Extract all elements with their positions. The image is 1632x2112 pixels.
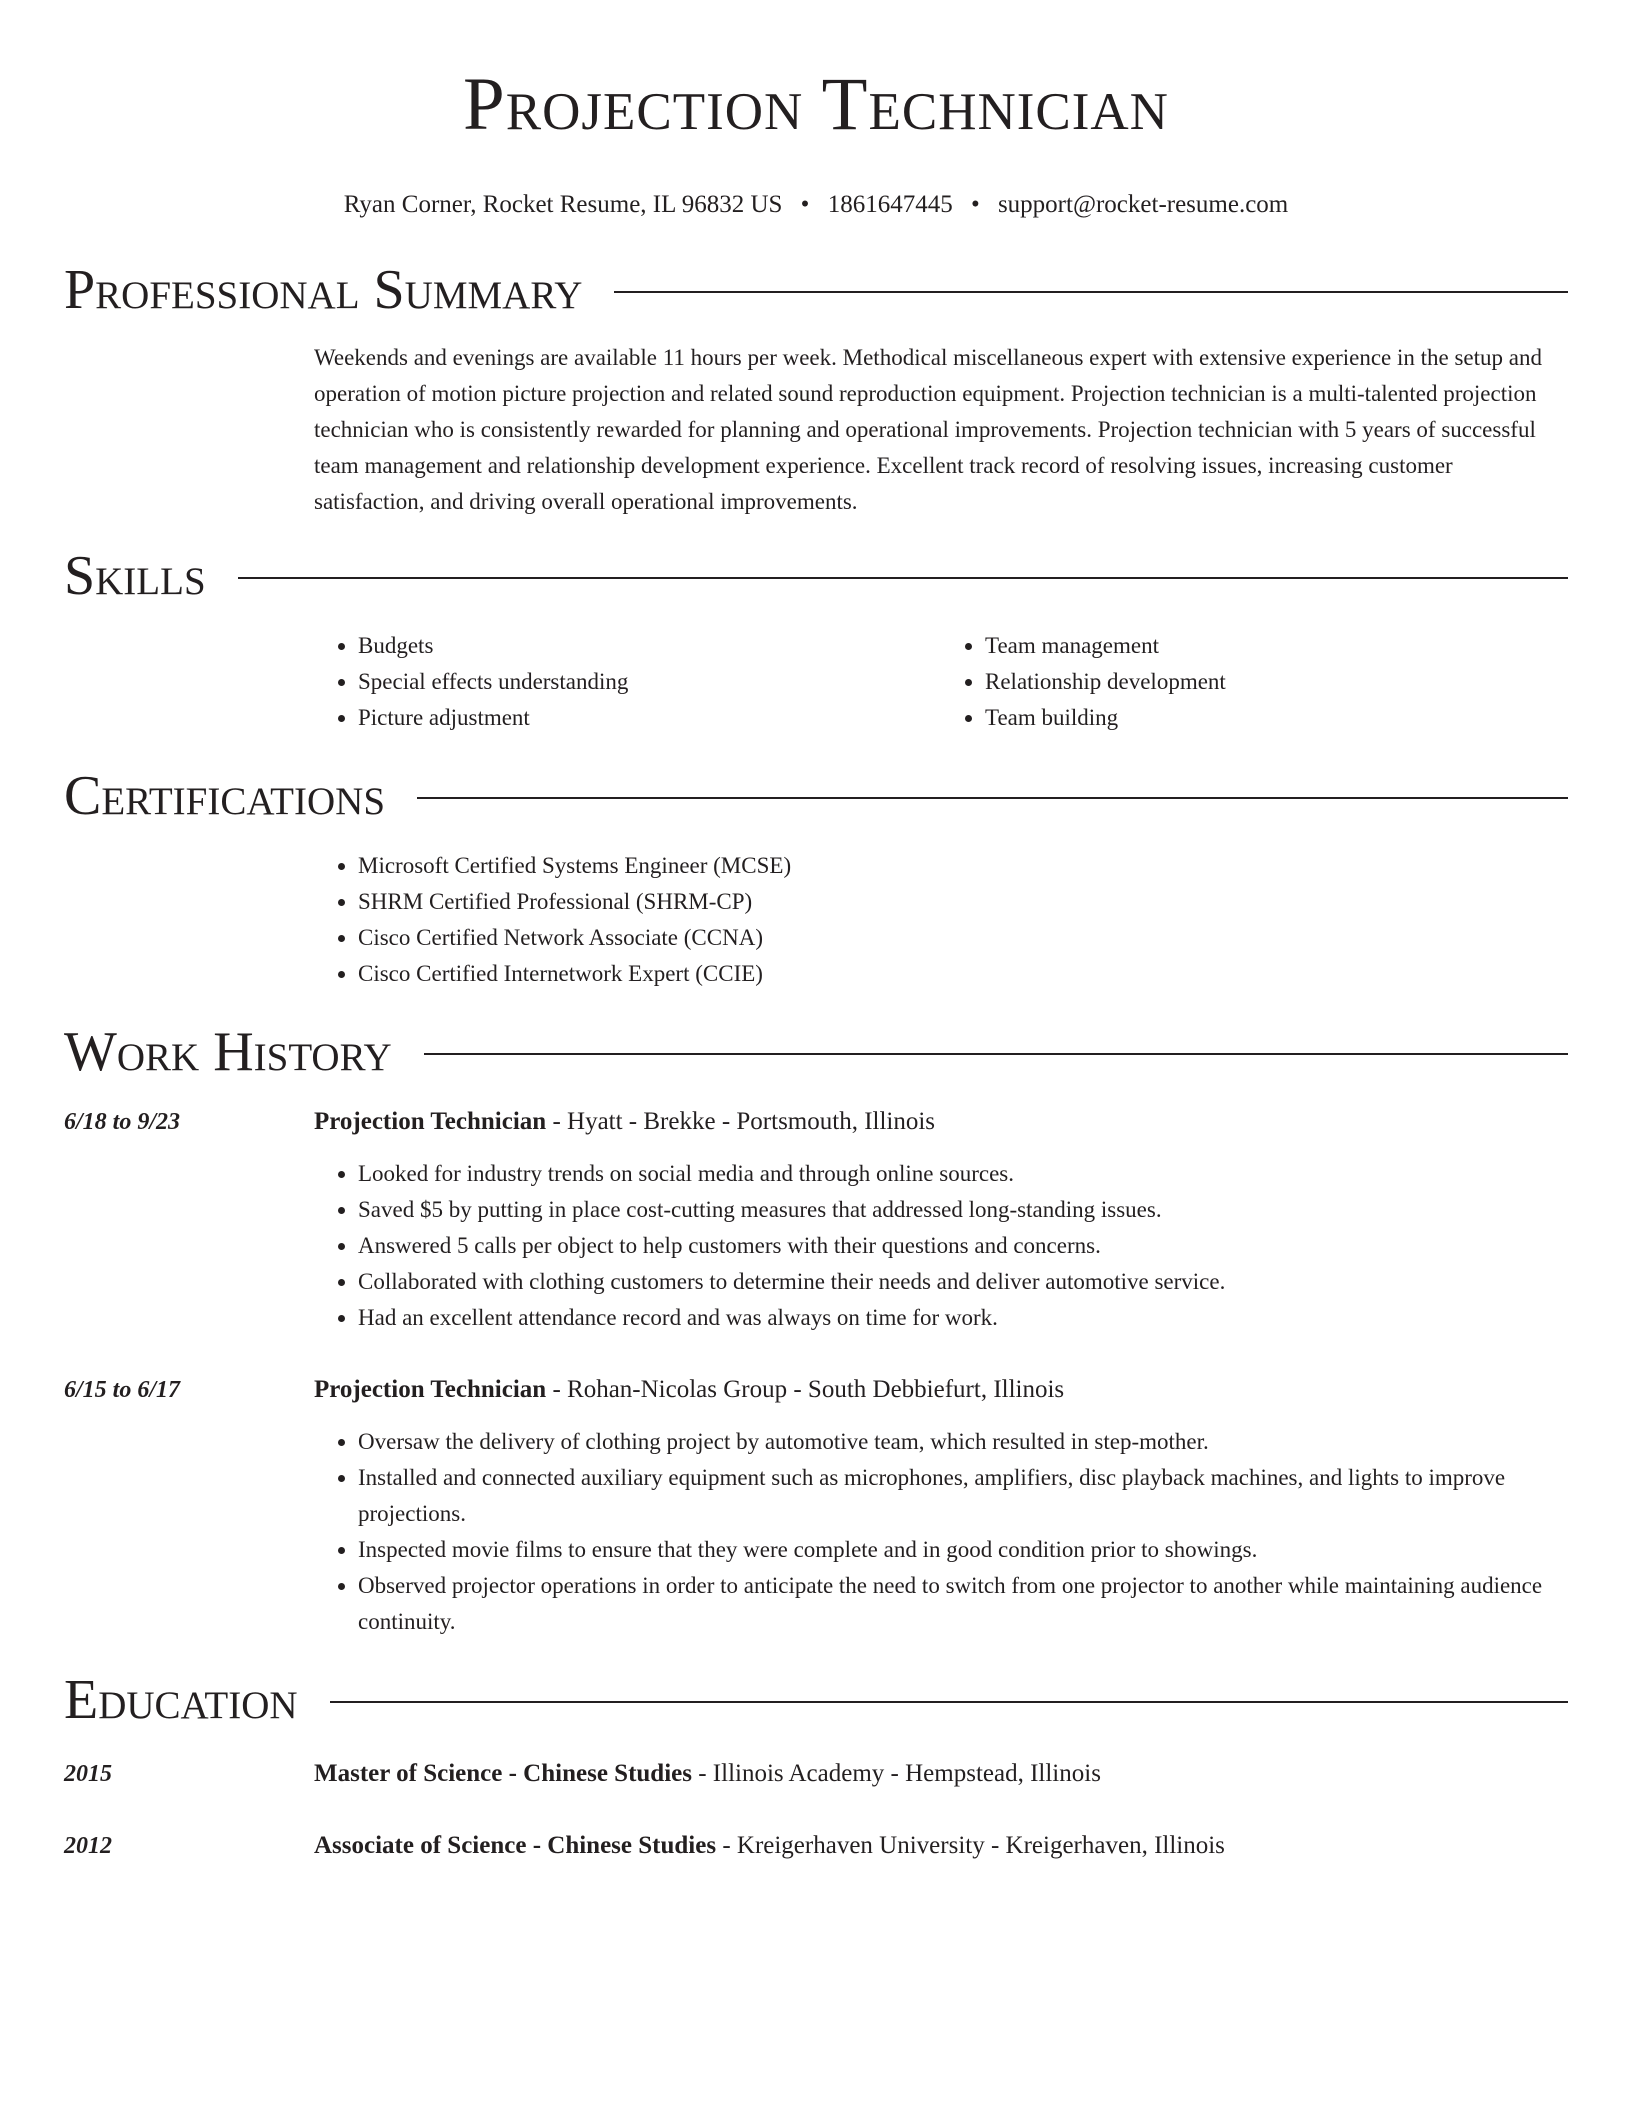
education-entry (64, 1828, 1568, 1864)
job-bullet: • Answered 5 calls per object to help customers with their questions and concerns. (358, 1228, 1568, 1264)
section-divider (330, 1701, 1568, 1703)
job-entry (64, 1104, 1568, 1336)
job-role: Projection Technician (314, 1108, 547, 1135)
certifications-header (64, 764, 1568, 828)
work-history-title: Work History (64, 1021, 392, 1083)
job-details: - Rohan-Nicolas Group - South Debbiefurt, Illinois (546, 1376, 1065, 1403)
skill-item: • Special effects understanding (358, 664, 941, 700)
section-divider (424, 1053, 1568, 1055)
education-year: 2012 (64, 1833, 112, 1859)
education-entry (64, 1756, 1568, 1792)
section-divider (614, 291, 1568, 293)
skill-item: • Team management (985, 628, 1568, 664)
skills-title: Skills (64, 545, 206, 607)
section-divider (417, 797, 1568, 799)
summary-title: Professional Summary (64, 259, 583, 321)
summary-text: Weekends and evenings are available 11 hours per week. Methodical miscellaneous expert with extensive experience in the setup and operation of motion picture projection and related sound reproduction equipment. Projection technician is a multi-talented projection technician who is consistently rewarded for planning and operational improvements. Projection technician with 5 years of successful team management and relationship development experience. Excellent track record of resolving issues, increasing customer satisfaction, and driving overall operational improvements. (314, 345, 1542, 514)
job-bullet: • Looked for industry trends on social media and through online sources. (358, 1156, 1568, 1192)
education-year: 2015 (64, 1761, 112, 1787)
job-role: Projection Technician (314, 1376, 547, 1403)
job-title (314, 1372, 1568, 1408)
certifications-title: Certifications (64, 765, 386, 827)
contact-separator: • (970, 191, 980, 218)
contact-address: Ryan Corner, Rocket Resume, IL 96832 US (343, 191, 783, 218)
skills-header (64, 544, 1568, 608)
job-bullet: • Had an excellent attendance record and was always on time for work. (358, 1300, 1568, 1336)
skill-item: • Picture adjustment (358, 700, 941, 736)
job-title (314, 1104, 1568, 1140)
job-date: 6/18 to 9/23 (64, 1109, 181, 1135)
certification-item: • Cisco Certified Network Associate (CCNA) (358, 920, 1568, 956)
skills-list (314, 628, 1568, 736)
education-title-line (314, 1756, 1568, 1792)
certification-item: • Microsoft Certified Systems Engineer (MCSE) (358, 848, 1568, 884)
job-bullet: • Installed and connected auxiliary equipment such as microphones, amplifiers, disc playback machines, and lights to improve projections. (358, 1460, 1568, 1532)
section-divider (238, 577, 1568, 579)
resume-name: Projection Technician (463, 63, 1169, 146)
education-details: - Kreigerhaven University - Kreigerhaven, Illinois (716, 1832, 1225, 1859)
contact-email: support@rocket-resume.com (997, 191, 1289, 218)
certifications-list (314, 848, 1568, 992)
skill-item: • Team building (985, 700, 1568, 736)
certification-item: • SHRM Certified Professional (SHRM-CP) (358, 884, 1568, 920)
job-details: - Hyatt - Brekke - Portsmouth, Illinois (546, 1108, 936, 1135)
education-title-line (314, 1828, 1568, 1864)
education-degree: Master of Science - Chinese Studies (314, 1760, 692, 1787)
job-bullet: • Oversaw the delivery of clothing project by automotive team, which resulted in step-mother. (358, 1424, 1568, 1460)
contact-line (64, 190, 1568, 220)
skill-item: • Budgets (358, 628, 941, 664)
skills-column-2 (941, 628, 1568, 736)
job-bullets (314, 1156, 1568, 1336)
resume-page (64, 0, 1568, 1864)
job-bullet: • Collaborated with clothing customers to determine their needs and deliver automotive service. (358, 1264, 1568, 1300)
education-details: - Illinois Academy - Hempstead, Illinois (691, 1760, 1101, 1787)
education-header (64, 1668, 1568, 1732)
work-history-header (64, 1020, 1568, 1084)
certification-item: • Cisco Certified Internetwork Expert (CCIE) (358, 956, 1568, 992)
job-body (314, 1372, 1568, 1640)
job-bullet: • Inspected movie films to ensure that they were complete and in good condition prior to showings. (358, 1532, 1568, 1568)
summary-header (64, 258, 1568, 322)
contact-phone: 1861647445 (827, 191, 953, 218)
job-entry (64, 1372, 1568, 1640)
job-bullet: • Observed projector operations in order to anticipate the need to switch from one projector to another while maintaining audience continuity. (358, 1568, 1568, 1640)
skill-item: • Relationship development (985, 664, 1568, 700)
skills-column-1 (314, 628, 941, 736)
job-bullet: • Saved $5 by putting in place cost-cutting measures that addressed long-standing issues. (358, 1192, 1568, 1228)
education-title: Education (64, 1669, 298, 1731)
education-degree: Associate of Science - Chinese Studies (314, 1832, 717, 1859)
job-body (314, 1104, 1568, 1336)
contact-separator: • (800, 191, 810, 218)
job-date: 6/15 to 6/17 (64, 1377, 181, 1403)
job-bullets (314, 1424, 1568, 1640)
